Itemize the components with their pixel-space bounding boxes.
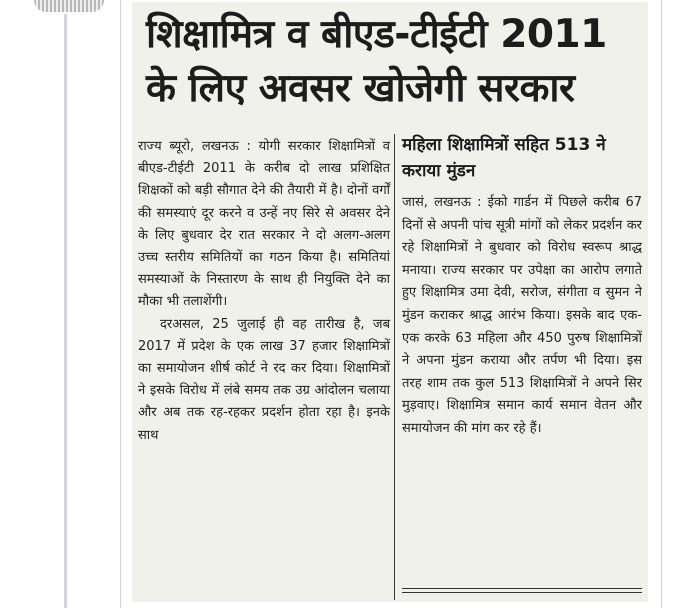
headline-line-1: शिक्षामित्र व बीएड-टीईटी 2011	[146, 12, 607, 57]
column-divider	[394, 134, 395, 600]
side-article	[402, 132, 642, 441]
thread-line	[64, 14, 67, 608]
article-columns	[132, 126, 648, 602]
headline	[132, 2, 648, 116]
headline-line-2: के लिए अवसर खोजेगी सरकार	[146, 66, 575, 111]
article-paragraph: राज्य ब्यूरो, लखनऊ : योगी सरकार शिक्षामित्रों व बीएड-टीईटी 2011 के करीब दो लाख प्रशिक्षित शिक्षकों को बड़ी सौगात देने की तैयारी में है। दोनों वर्गों की समस्याएं दूर करने व उन्हें नए सिरे से अवसर देने के लिए बुधवार देर रात सरकार ने दो अलग-अलग उच्च स्तरीय समितियों का गठन किया है। समितियां समस्याओं के निस्तारण के साथ ही नियुक्ति देने का मौका भी तलाशेंगी।	[138, 139, 390, 310]
avatar	[34, 0, 104, 12]
column-end-rule	[402, 588, 642, 593]
article-paragraph: दरअसल, 25 जुलाई ही वह तारीख है, जब 2017 में प्रदेश के एक लाख 37 हजार शिक्षामित्रों का समायोजन शीर्ष कोर्ट ने रद कर दिया। शिक्षामित्रों ने इसके विरोध में लंबे समय तक उग्र आंदोलन चलाया और अब तक रह-रहकर प्रदर्शन होता रहा है। इनके साथ	[138, 316, 390, 443]
newspaper-clipping[interactable]	[132, 2, 648, 602]
main-article	[138, 136, 390, 447]
side-article-body: जासं, लखनऊ : ईको गार्डन में पिछले करीब 67 दिनों से अपनी पांच सूत्री मांगों को लेकर प्रदर्शन कर रहे शिक्षामित्रों ने बुधवार को विरोध स्वरूप श्राद्ध मनाया। राज्य सरकार पर उपेक्षा का आरोप लगाते हुए शिक्षामित्र उमा देवी, सरोज, संगीता व सुमन ने मुंडन कराकर श्राद्ध आरंभ किया। इसके बाद एक-एक करके 63 महिला और 450 पुरुष शिक्षामित्रों ने अपना मुंडन कराया और तर्पण भी दिया। इस तरह शाम तक कुल 513 शिक्षामित्रों ने अपने सिर मुड़वाए। शिक्षामित्र समान कार्य समान वेतन और समायोजन की मांग कर रहे हैं।	[402, 195, 642, 436]
side-article-heading: महिला शिक्षामित्रों सहित 513 ने कराया मुंडन	[402, 135, 606, 181]
